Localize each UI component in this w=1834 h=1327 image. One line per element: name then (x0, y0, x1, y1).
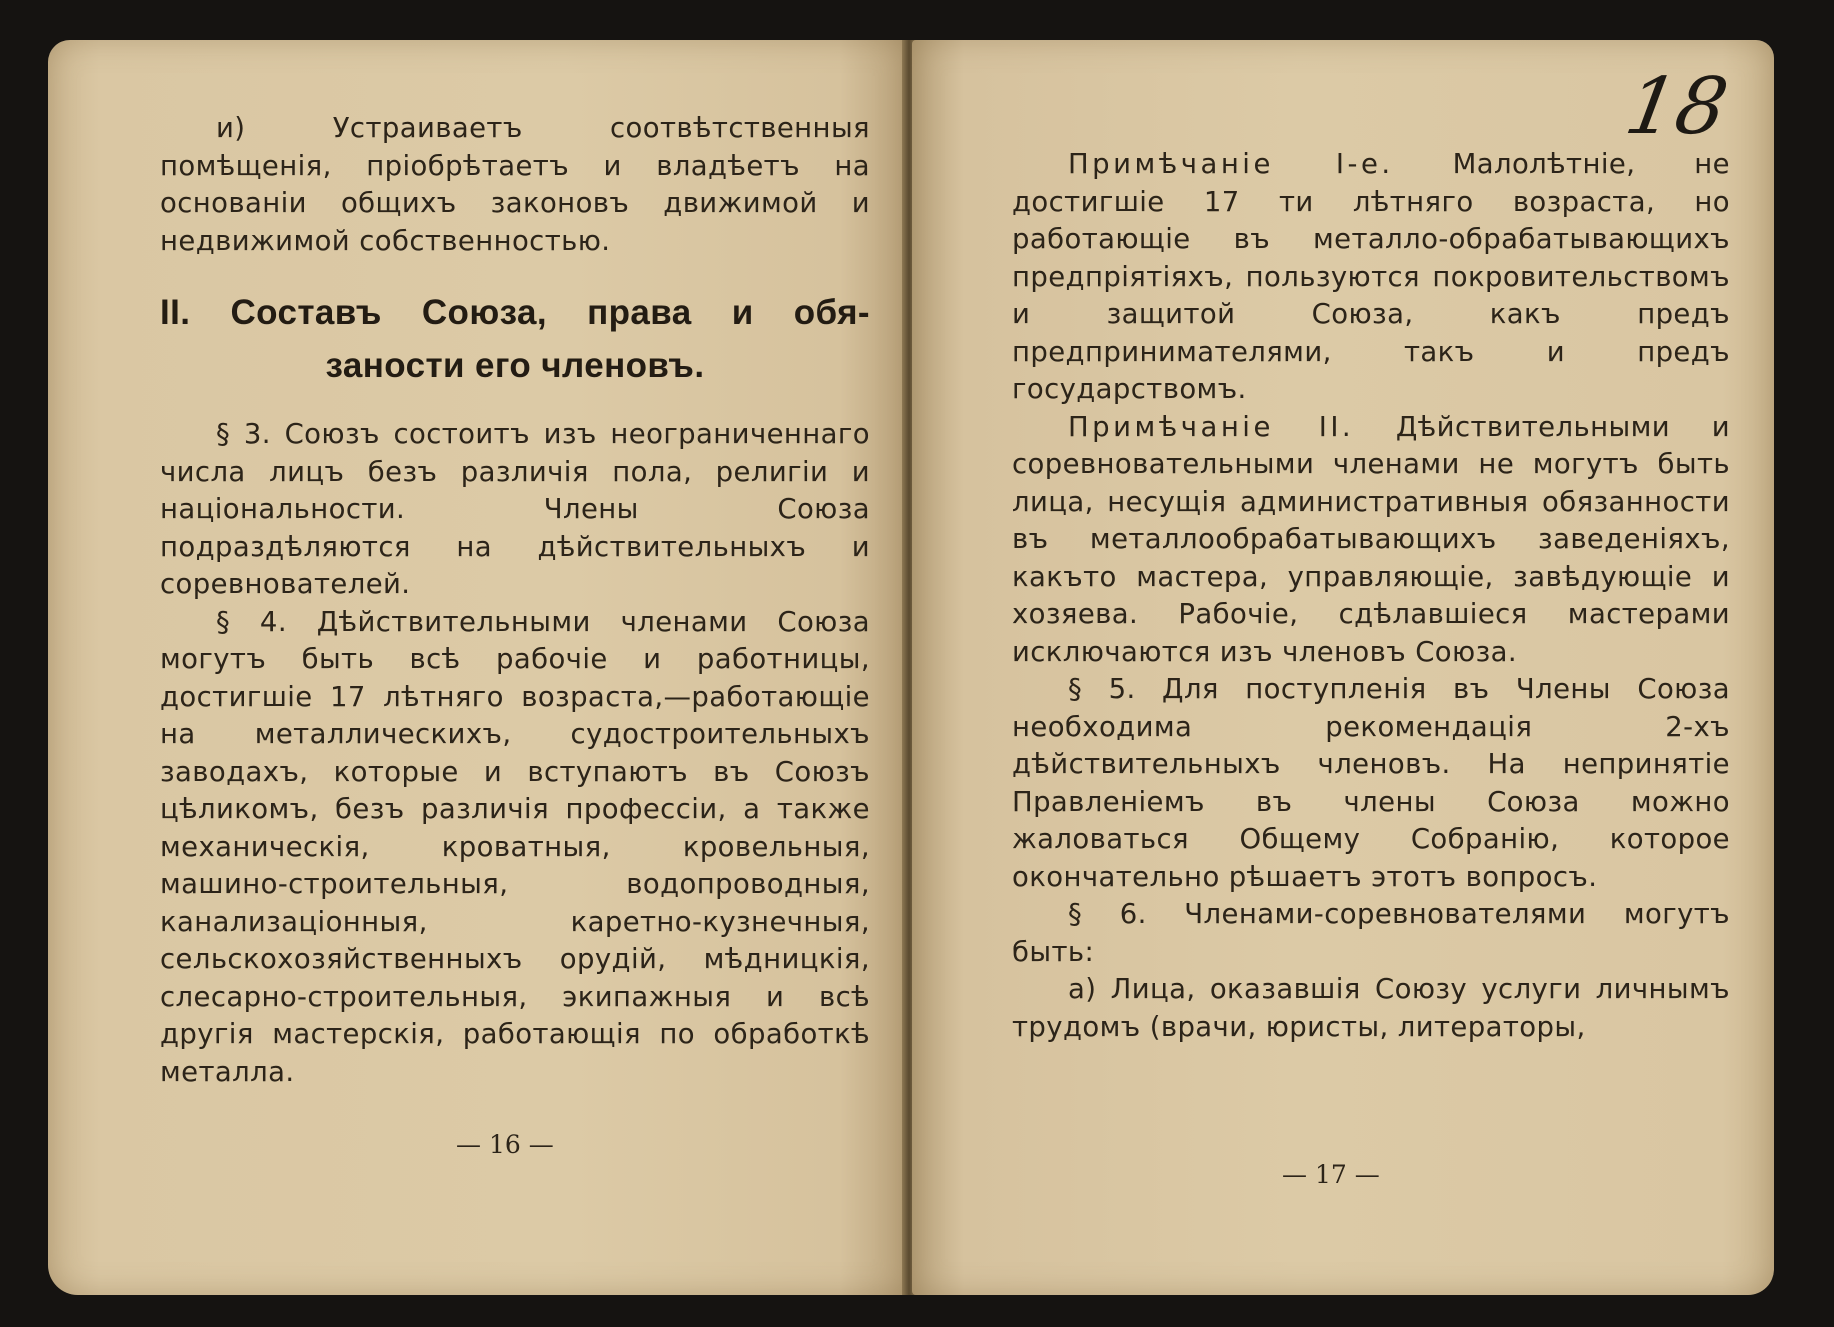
note-2-paragraph (1012, 409, 1730, 672)
open-booklet (40, 40, 1782, 1295)
right-page-text (1012, 146, 1730, 1046)
note-2-label: Примѣчаніе II. (1068, 410, 1355, 443)
left-page (48, 40, 908, 1295)
right-page (912, 40, 1774, 1295)
handwritten-folio-number: 18 (1618, 62, 1734, 152)
note-1-label: Примѣчаніе I-е. (1068, 148, 1394, 180)
page-number-17: — 17 — (1282, 1160, 1380, 1189)
section-heading (160, 286, 870, 392)
page-number-16: — 16 — (456, 1130, 554, 1159)
item-i-paragraph: и) Устраиваетъ соотвѣтственныя помѣщенія, пріобрѣтаетъ и владѣетъ на основаніи общихъ законовъ движимой и недвижимой собственностью. (160, 112, 870, 257)
paragraph-3: § 3. Союзъ состоитъ изъ неограниченнаго числа лицъ безъ различія пола, религіи и національности. Члены Союза подраздѣляются на дѣйствительныхъ и соревнователей. (160, 418, 870, 600)
section-heading-line-2: заности его членовъ. (325, 346, 705, 385)
paragraph-4: § 4. Дѣйствительными членами Союза могутъ быть всѣ рабочіе и работницы, достигшіе 17 лѣтняго возраста,—работающіе на металлическихъ, судостроительныхъ заводахъ, которые и вступаютъ въ Союзъ цѣликомъ, безъ различія профессіи, а также механическія, кроватныя, кровельныя, машино-строительныя, водопроводныя, канализаціонныя, каретно-кузнечныя, сельскохозяйственныхъ орудій, мѣдницкія, слесарно-строительныя, экипажныя и всѣ другія мастерскія, работающія по обработкѣ металла. (160, 605, 870, 1088)
note-1-text: Малолѣтніе, не достигшіе 17 ти лѣтняго возраста, но работающіе въ металло-обрабатывающихъ предпріятіяхъ, пользуются покровительствомъ и защитой Союза, какъ предъ предпринимателями, такъ и предъ государствомъ. (1012, 148, 1731, 405)
paragraph-5: § 5. Для поступленія въ Члены Союза необходима рекомендація 2-хъ дѣйствительныхъ членовъ. На непринятіе Правленіемъ въ члены Союза можно жаловаться Общему Собранію, которое окончательно рѣшаетъ этотъ вопросъ. (1012, 673, 1730, 893)
paragraph-6: § 6. Членами-соревнователями могутъ быть: (1012, 898, 1730, 968)
left-page-text (160, 110, 870, 1091)
item-a-paragraph: а) Лица, оказавшія Союзу услуги личнымъ трудомъ (врачи, юристы, литераторы, (1012, 973, 1730, 1043)
note-1-paragraph (1012, 146, 1730, 409)
note-2-text: Дѣйствительными и соревновательными членами не могутъ быть лица, несущія административныя обязанности въ металлообрабатывающихъ заведеніяхъ, какъто мастера, управляющіе, завѣдующіе и хозяева. Рабочіе, сдѣлавшіеся мастерами исключаются изъ членовъ Союза. (1012, 410, 1730, 668)
section-heading-line-1: II. Составъ Союза, права и обя- (160, 293, 870, 332)
